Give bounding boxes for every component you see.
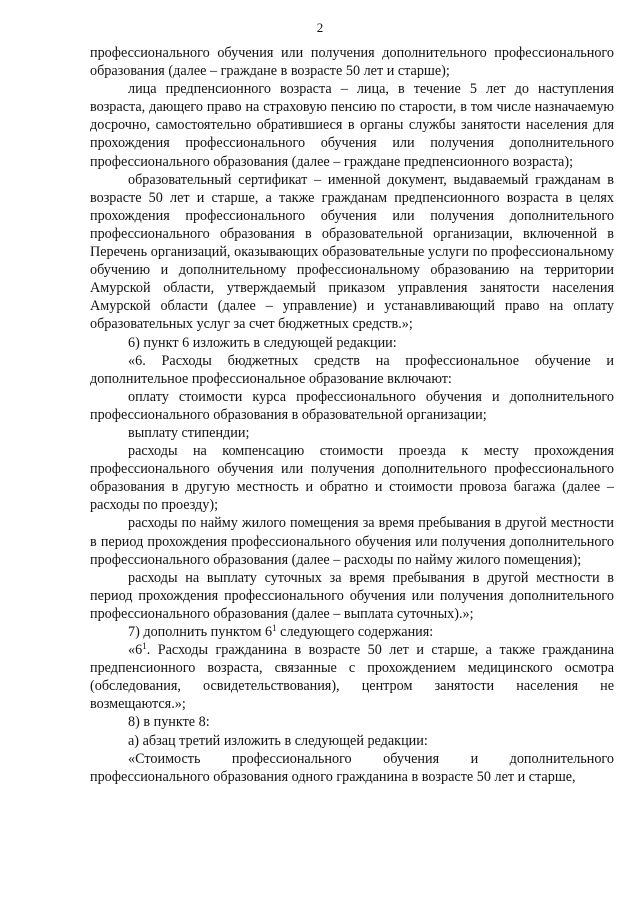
paragraph-certificate-definition: образовательный сертификат – именной документ, выдаваемый гражданам в возрасте 50 лет и старше, а также гражданам предпенсионного возраста в целях прохождения профессионального обучения или получения дополнительного профессионального образования в образовательной организации, включенной в Перечень организаций, оказывающих образовательные услуги по профессиональному обучению и дополнительному профессиональному образованию на территории Амурской области, утверждаемый приказом управления занятости населения Амурской области (далее – управление) и устанавливающий право на оплату образовательных услуг за счет бюджетных средств.»; <box>90 171 614 333</box>
paragraph-item-6-heading: 6) пункт 6 изложить в следующей редакции: <box>128 334 397 351</box>
paragraph-course-cost: оплату стоимости курса профессионального обучения и дополнительного профессионального образования в образовательной организации; <box>90 388 614 423</box>
paragraph-subitem-a: а) абзац третий изложить в следующей редакции: <box>128 732 428 749</box>
item-6-1-text: «6 <box>128 642 143 659</box>
item-7-text: 7) дополнить пунктом 6 <box>128 624 273 640</box>
paragraph-cost-text: «Стоимость профессионального обучения и дополнительного профессионального образования одного гражданина в возрасте 50 лет и старше, <box>90 750 614 785</box>
item-7-text-after: следующего содержания: <box>276 624 434 640</box>
paragraph-continuation: профессионального обучения или получения дополнительного профессионального образования (далее – граждане в возрасте 50 лет и старше); <box>90 45 614 80</box>
paragraph-travel-expenses: расходы на компенсацию стоимости проезда к месту прохождения профессионального обучения или получения дополнительного профессионального образования в другую местность и обратно и стоимости провоза багажа (далее – расходы по проезду); <box>90 443 614 514</box>
document-body <box>90 44 614 786</box>
paragraph-item-7-heading <box>90 623 614 641</box>
paragraph-pre-pension-definition: лица предпенсионного возраста – лица, в течение 5 лет до наступления возраста, дающего право на страховую пенсию по старости, в том числе назначаемую досрочно, самостоятельно обратившиеся в органы службы занятости населения для прохождения профессионального обучения или получения дополнительного профессионального образования (далее – граждане предпенсионного возраста); <box>90 81 614 170</box>
item-7-superscript: 1 <box>272 623 277 633</box>
paragraph-item-6-1-text <box>90 641 614 713</box>
item-6-1-superscript: 1 <box>142 641 147 652</box>
page-number: 2 <box>316 20 324 35</box>
item-6-1-text-after: . Расходы гражданина в возрасте 50 лет и старше, а также гражданина предпенсионного возраста, связанные с прохождением медицинского осмотра (обследования, освидетельствования), центром занятости населения не возмещаются.»; <box>90 642 614 713</box>
paragraph-item-8-heading: 8) в пункте 8: <box>128 714 210 731</box>
paragraph-daily-allowance: расходы на выплату суточных за время пребывания в другой местности в период прохождения профессионального обучения или получения дополнительного профессионального образования (далее – выплата суточных).»; <box>90 569 614 622</box>
paragraph-housing-expenses: расходы по найму жилого помещения за время пребывания в другой местности в период прохождения профессионального обучения или получения дополнительного профессионального образования (далее – расходы по найму жилого помещения); <box>90 515 614 568</box>
paragraph-item-6-text: «6. Расходы бюджетных средств на профессиональное обучение и дополнительное профессиональное образование включают: <box>90 352 614 387</box>
paragraph-stipend: выплату стипендии; <box>128 424 250 441</box>
